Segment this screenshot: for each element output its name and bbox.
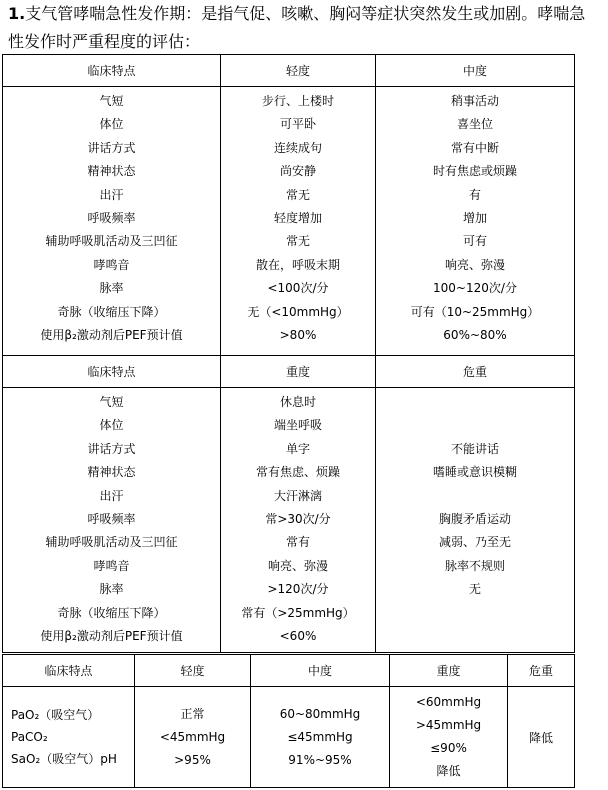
mild-values: 正常 <45mmHg >95% bbox=[135, 687, 251, 788]
table-row bbox=[3, 388, 575, 653]
header-mild: 轻度 bbox=[221, 55, 376, 87]
table-row bbox=[3, 687, 575, 788]
critical-values: 不能讲话 嗜睡或意识模糊 胸腹矛盾运动 减弱、乃至无 脉率不规则 无 bbox=[376, 388, 575, 653]
moderate-values: 稍事活动 喜坐位 常有中断 时有焦虑或烦躁 有 增加 可有 响亮、弥漫 100~120次/分 可有（10~25mmHg） 60%~80% bbox=[376, 87, 575, 356]
severe-values: <60mmHg >45mmHg ≤90% 降低 bbox=[390, 687, 508, 788]
moderate-values: 60~80mmHg ≤45mmHg 91%~95% bbox=[251, 687, 390, 788]
feature-list: 气短 体位 讲话方式 精神状态 出汗 呼吸频率 辅助呼吸肌活动及三凹征 哮鸣音 脉率 奇脉（收缩压下降） 使用β₂激动剂后PEF预计值 bbox=[3, 87, 221, 356]
mild-values: 步行、上楼时 可平卧 连续成句 尚安静 常无 轻度增加 常无 散在，呼吸末期 <100次/分 无（<10mmHg） >80% bbox=[221, 87, 376, 356]
critical-value: 降低 bbox=[508, 687, 575, 788]
table-header-row bbox=[3, 655, 575, 687]
severity-table-symptoms bbox=[2, 54, 575, 653]
table-row bbox=[3, 87, 575, 356]
header-feature: 临床特点 bbox=[3, 55, 221, 87]
header-mild: 轻度 bbox=[135, 655, 251, 687]
feature-list: 气短 体位 讲话方式 精神状态 出汗 呼吸频率 辅助呼吸肌活动及三凹征 哮鸣音 脉率 奇脉（收缩压下降） 使用β₂激动剂后PEF预计值 bbox=[3, 388, 221, 653]
severity-table-bloodgas bbox=[2, 654, 575, 788]
header-severe: 重度 bbox=[390, 655, 508, 687]
feature-list: PaO₂（吸空气） PaCO₂ SaO₂（吸空气）pH bbox=[3, 687, 135, 788]
table-header-row bbox=[3, 356, 575, 388]
header-severe: 重度 bbox=[221, 356, 376, 388]
intro-text: 支气管哮喘急性发作期：是指气促、咳嗽、胸闷等症状突然发生或加剧。哮喘急性发作时严重程度的评估： bbox=[8, 4, 586, 51]
table-header-row bbox=[3, 55, 575, 87]
severe-values: 休息时 端坐呼吸 单字 常有焦虑、烦躁 大汗淋漓 常>30次/分 常有 响亮、弥漫 >120次/分 常有（>25mmHg） <60% bbox=[221, 388, 376, 653]
header-moderate: 中度 bbox=[376, 55, 575, 87]
intro-number: 1. bbox=[8, 4, 26, 23]
header-feature: 临床特点 bbox=[3, 356, 221, 388]
header-critical: 危重 bbox=[376, 356, 575, 388]
intro-paragraph bbox=[8, 0, 598, 56]
header-feature: 临床特点 bbox=[3, 655, 135, 687]
header-critical: 危重 bbox=[508, 655, 575, 687]
header-moderate: 中度 bbox=[251, 655, 390, 687]
